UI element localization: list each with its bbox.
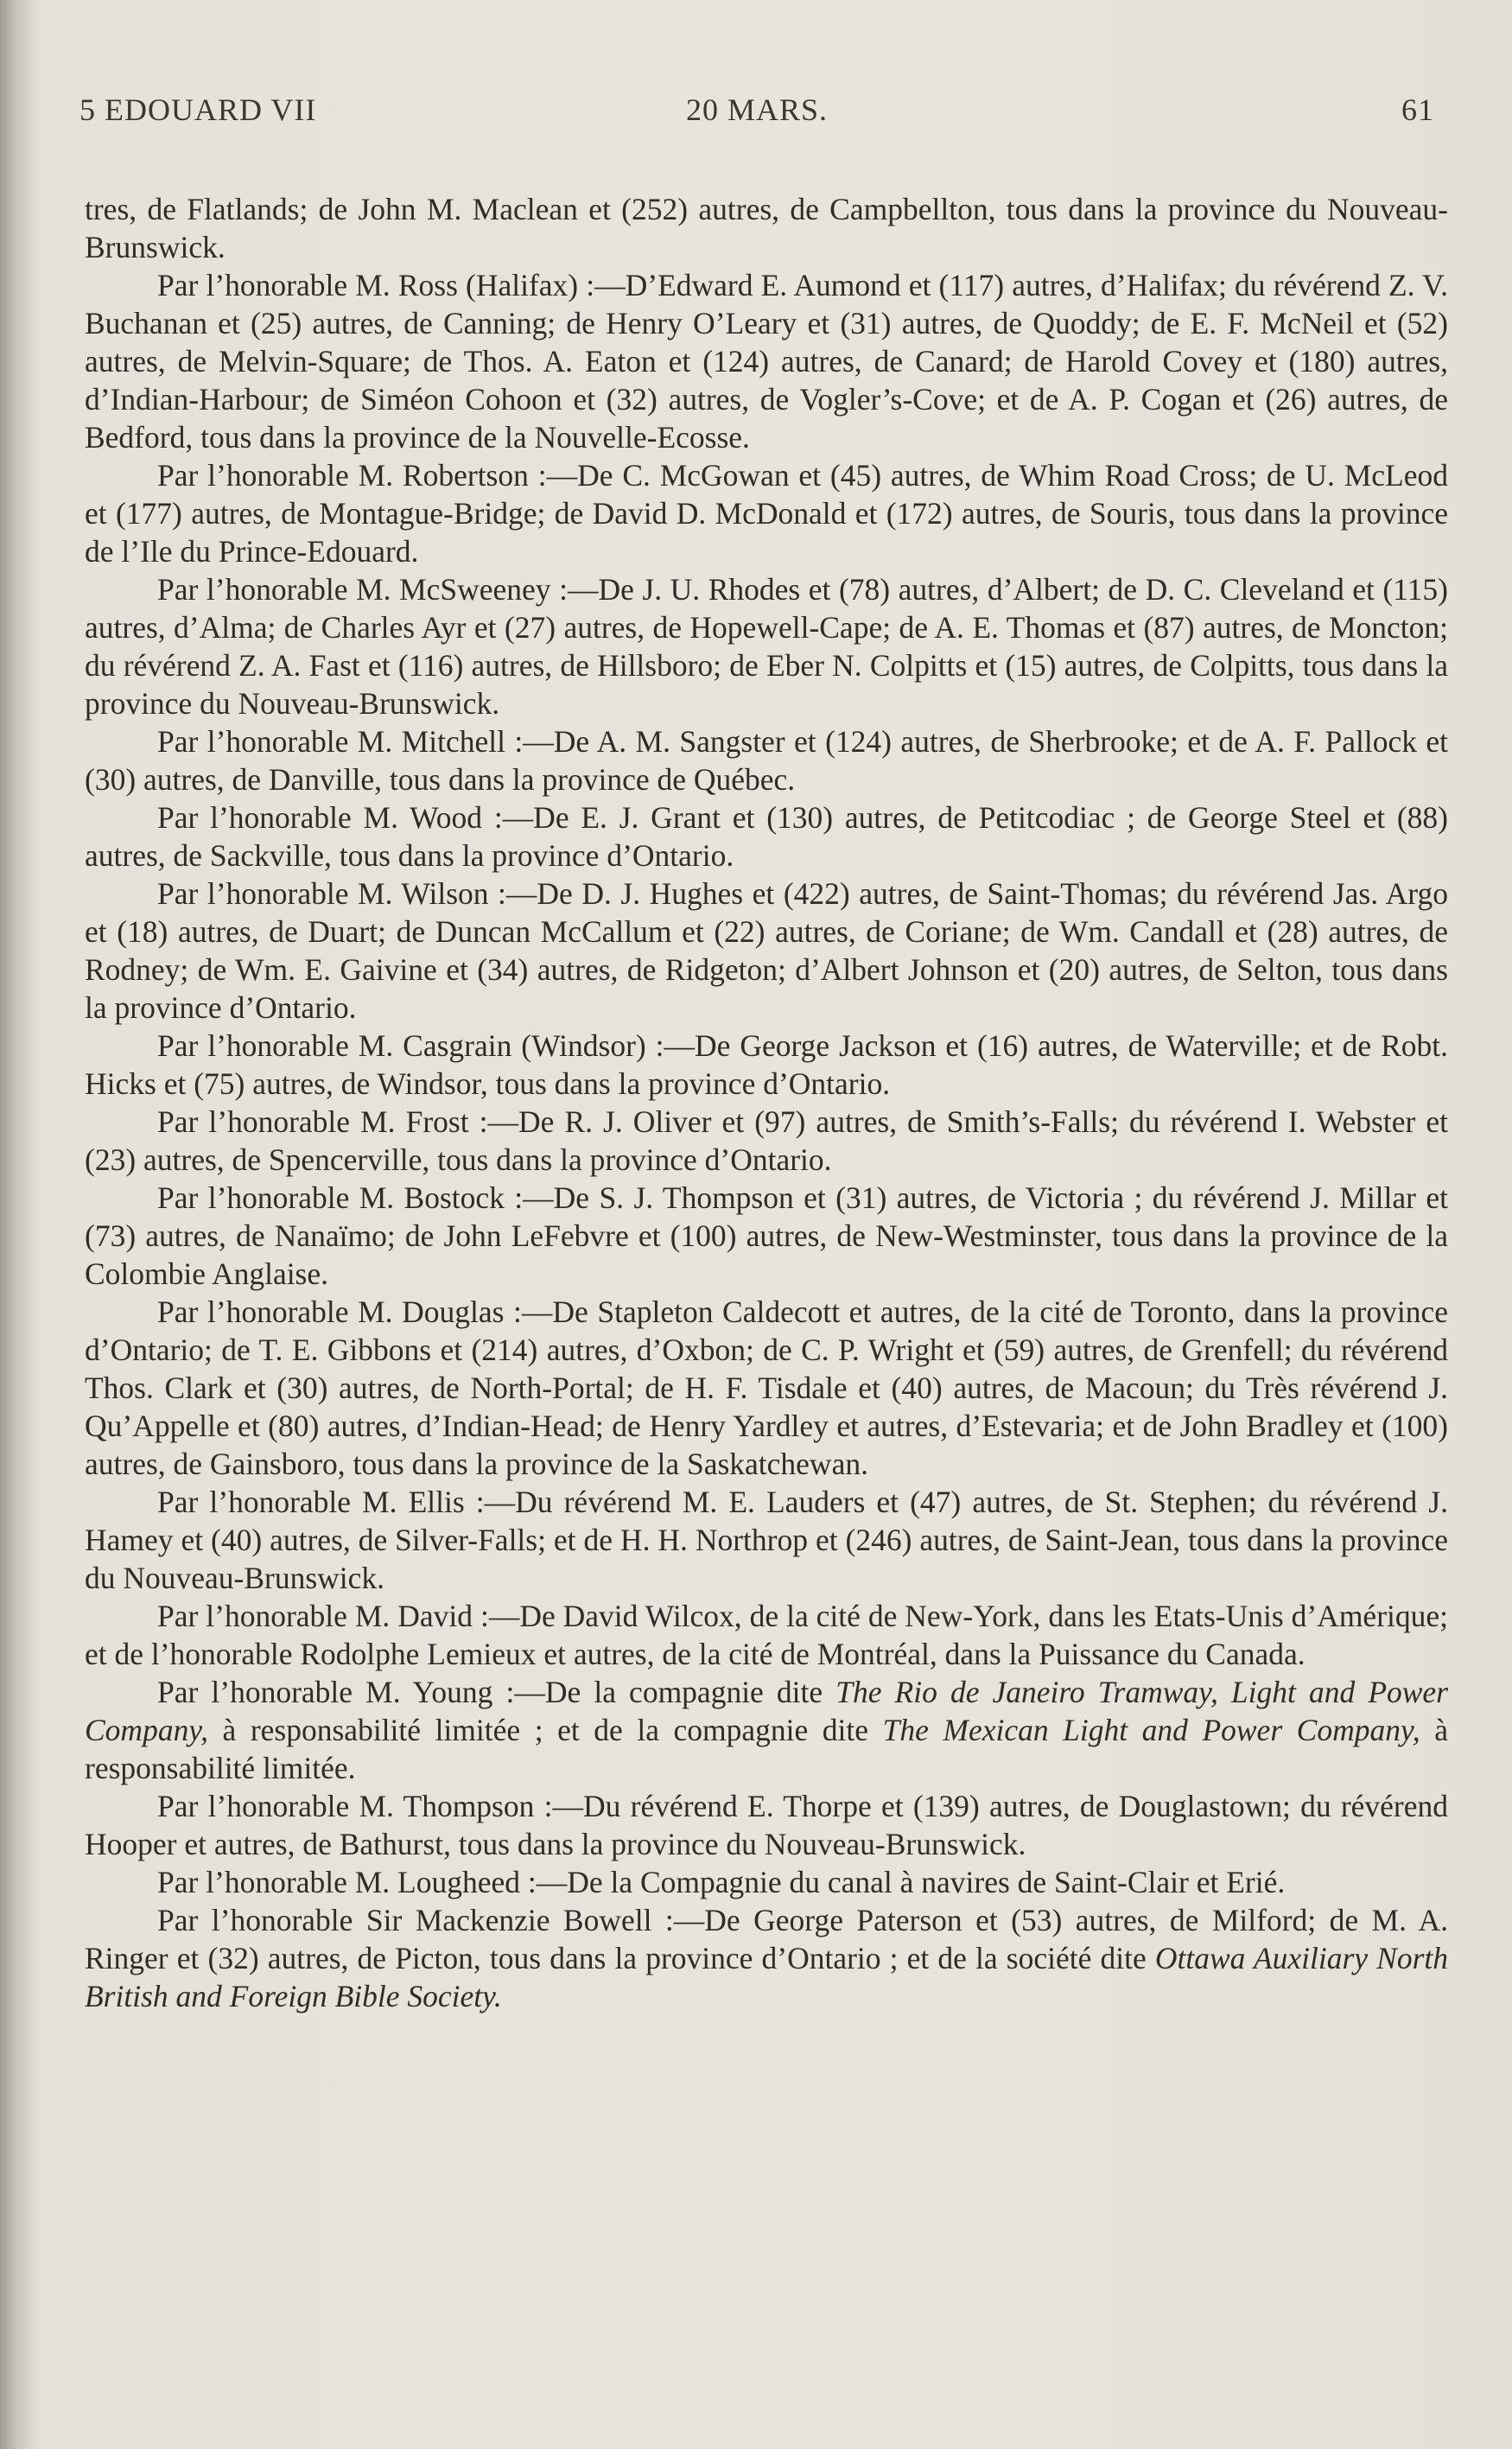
paragraph: [85, 1787, 1448, 1863]
paragraph: [85, 1103, 1448, 1179]
header-volume: 5 EDOUARD VII: [79, 92, 317, 127]
text-run: Par l’honorable M. Ross (Halifax) :—D’Edward E. Aumond et (117) autres, d’Halifax; du révérend Z. V. Buchanan et (25) autres, de Canning; de Henry O’Leary et (31) autres, de Quoddy; de E. F. McNeil et (52) autres, de Melvin-Square; de Thos. A. Eaton et (124) autres, de Canard; de Harold Covey et (180) autres, d’Indian-Harbour; de Siméon Cohoon et (32) autres, de Vogler’s-Cove; et de A. P. Cogan et (26) autres, de Bedford, tous dans la province de la Nouvelle-Ecosse.: [85, 268, 1448, 455]
text-run: Par l’honorable M. Mitchell :—De A. M. Sangster et (124) autres, de Sherbrooke; et de A. F. Pallock et (30) autres, de Danville, tous dans la province de Québec.: [85, 724, 1448, 797]
paragraph: [85, 798, 1448, 875]
paragraph: [85, 875, 1448, 1027]
text-run: Par l’honorable M. Young :—De la compagnie dite: [157, 1675, 836, 1709]
running-header: [79, 92, 1434, 143]
paragraph: [85, 1027, 1448, 1103]
paragraph: [85, 1483, 1448, 1597]
text-run: tres, de Flatlands; de John M. Maclean et (252) autres, de Campbellton, tous dans la province du Nouveau-Brunswick.: [85, 192, 1448, 264]
header-date: 20 MARS.: [685, 92, 829, 127]
text-run: à responsabilité limitée.: [85, 1713, 1448, 1785]
text-run: Par l’honorable M. Wilson :—De D. J. Hughes et (422) autres, de Saint-Thomas; du révérend Jas. Argo et (18) autres, de Duart; de Duncan McCallum et (22) autres, de Coriane; de Wm. Candall et (28) autres, de Rodney; de Wm. E. Gaivine et (34) autres, de Ridgeton; d’Albert Johnson et (20) autres, de Selton, tous dans la province d’Ontario.: [85, 876, 1448, 1025]
page-body: [85, 190, 1448, 2015]
text-run: Par l’honorable M. Lougheed :—De la Compagnie du canal à navires de Saint-Clair et Erié.: [157, 1865, 1286, 1899]
paragraph: [85, 722, 1448, 798]
text-run: Par l’honorable M. Douglas :—De Stapleton Caldecott et autres, de la cité de Toronto, dans la province d’Ontario; de T. E. Gibbons et (214) autres, d’Oxbon; de C. P. Wright et (59) autres, de Grenfell; du révérend Thos. Clark et (30) autres, de North-Portal; de H. F. Tisdale et (40) autres, de Macoun; du Très révérend J. Qu’Appelle et (80) autres, d’Indian-Head; de Henry Yardley et autres, d’Estevaria; et de John Bradley et (100) autres, de Gainsboro, tous dans la province de la Saskatchewan.: [85, 1294, 1448, 1481]
text-run: Par l’honorable M. Wood :—De E. J. Grant et (130) autres, de Petitcodiac ; de George Steel et (88) autres, de Sackville, tous dans la province d’Ontario.: [85, 800, 1448, 873]
paragraph: [85, 1597, 1448, 1673]
italic-text: The Mexican Light and Power Company,: [882, 1713, 1420, 1747]
text-run: à responsabilité limitée ; et de la compagnie dite: [208, 1713, 883, 1747]
italic-text: The Rio de Janeiro Tramway, Light and Power Company,: [85, 1675, 1449, 1747]
paragraph: [85, 1673, 1448, 1787]
text-run: Par l’honorable M. David :—De David Wilcox, de la cité de New-York, dans les Etats-Unis d’Amérique; et de l’honorable Rodolphe Lemieux et autres, de la cité de Montréal, dans la Puissance du Canada.: [85, 1599, 1448, 1671]
text-run: Par l’honorable M. Frost :—De R. J. Oliver et (97) autres, de Smith’s-Falls; du révérend I. Webster et (23) autres, de Spencerville, tous dans la province d’Ontario.: [85, 1104, 1448, 1177]
text-run: Par l’honorable Sir Mackenzie Bowell :—De George Paterson et (53) autres, de Milford; de M. A. Ringer et (32) autres, de Picton, tous dans la province d’Ontario ; et de la société dite: [85, 1903, 1448, 1975]
text-run: Par l’honorable M. Ellis :—Du révérend M. E. Lauders et (47) autres, de St. Stephen; du révérend J. Hamey et (40) autres, de Silver-Falls; et de H. H. Northrop et (246) autres, de Saint-Jean, tous dans la province du Nouveau-Brunswick.: [85, 1485, 1448, 1595]
text-run: Par l’honorable M. McSweeney :—De J. U. Rhodes et (78) autres, d’Albert; de D. C. Cleveland et (115) autres, d’Alma; de Charles Ayr et (27) autres, de Hopewell-Cape; de A. E. Thomas et (87) autres, de Moncton; du révérend Z. A. Fast et (116) autres, de Hillsboro; de Eber N. Colpitts et (15) autres, de Colpitts, tous dans la province du Nouveau-Brunswick.: [85, 572, 1448, 721]
text-run: Par l’honorable M. Casgrain (Windsor) :—De George Jackson et (16) autres, de Waterville; et de Robt. Hicks et (75) autres, de Windsor, tous dans la province d’Ontario.: [85, 1028, 1448, 1101]
paragraph: [85, 1293, 1448, 1483]
page-number: 61: [1401, 92, 1434, 127]
text-run: Par l’honorable M. Bostock :—De S. J. Thompson et (31) autres, de Victoria ; du révérend J. Millar et (73) autres, de Nanaïmo; de John LeFebvre et (100) autres, de New-Westminster, tous dans la province de la Colombie Anglaise.: [85, 1180, 1448, 1291]
paragraph: [85, 266, 1448, 456]
paragraph: [85, 1179, 1448, 1293]
paragraph: [85, 570, 1448, 722]
paragraph: [85, 456, 1448, 570]
paragraph: [85, 190, 1448, 266]
paragraph: [85, 1901, 1448, 2015]
italic-text: Ottawa Auxiliary North British and Foreign Bible Society.: [85, 1941, 1448, 2013]
text-run: Par l’honorable M. Thompson :—Du révérend E. Thorpe et (139) autres, de Douglastown; du révérend Hooper et autres, de Bathurst, tous dans la province du Nouveau-Brunswick.: [85, 1789, 1448, 1861]
paragraph: [85, 1863, 1448, 1901]
text-run: Par l’honorable M. Robertson :—De C. McGowan et (45) autres, de Whim Road Cross; de U. McLeod et (177) autres, de Montague-Bridge; de David D. McDonald et (172) autres, de Souris, tous dans la province de l’Ile du Prince-Edouard.: [85, 458, 1448, 569]
